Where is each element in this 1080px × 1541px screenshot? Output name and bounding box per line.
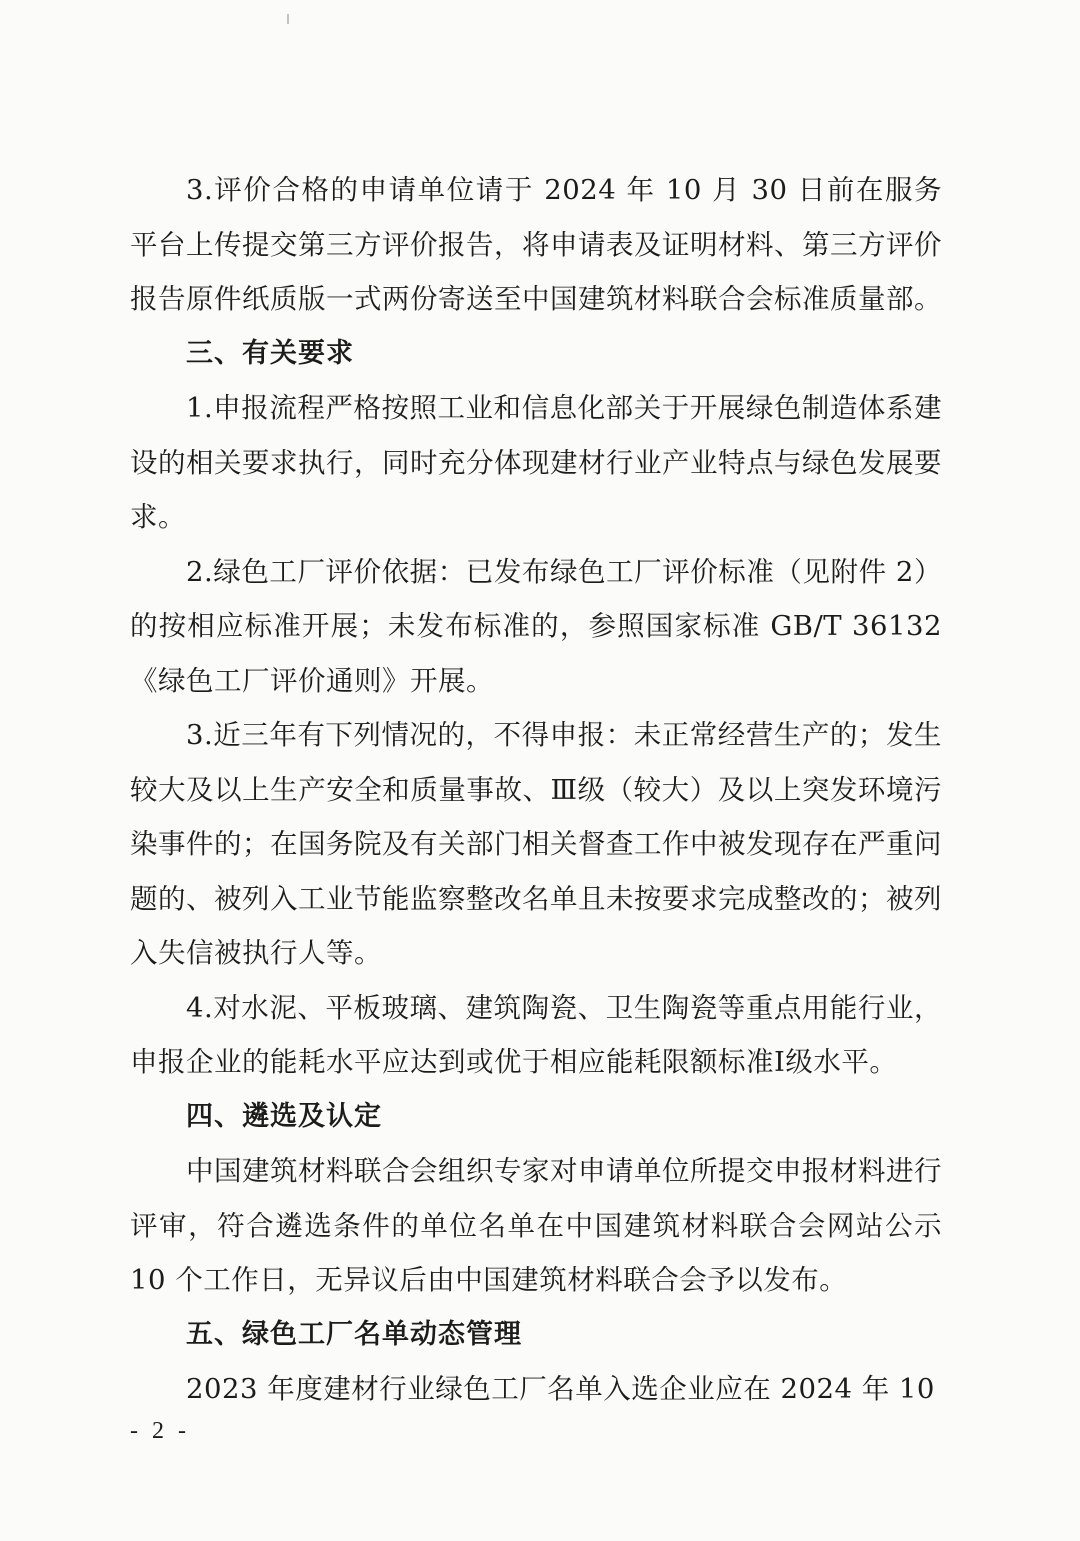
paragraph-dynamic-management: 2023 年度建材行业绿色工厂名单入选企业应在 2024 年 10	[186, 1373, 935, 1405]
section-heading-dynamic-management: 五、绿色工厂名单动态管理	[186, 1318, 522, 1350]
scan-speck	[287, 14, 289, 24]
paragraph-requirement-4: 4.对水泥、平板玻璃、建筑陶瓷、卫生陶瓷等重点用能行业，申报企业的能耗水平应达到或优于相应能耗限额标准Ⅰ级水平。	[130, 991, 942, 1078]
page-number: - 2 -	[130, 1418, 190, 1444]
section-heading-requirements: 三、有关要求	[186, 337, 354, 369]
document-body	[130, 163, 942, 1417]
paragraph-selection: 中国建筑材料联合会组织专家对申请单位所提交申报材料进行评审，符合遴选条件的单位名单在中国建筑材料联合会网站公示 10 个工作日，无异议后由中国建筑材料联合会予以发布。	[130, 1155, 942, 1296]
paragraph-requirement-1: 1.申报流程严格按照工业和信息化部关于开展绿色制造体系建设的相关要求执行，同时充分体现建材行业产业特点与绿色发展要求。	[130, 392, 942, 533]
paragraph-requirement-2: 2.绿色工厂评价依据：已发布绿色工厂评价标准（见附件 2）的按相应标准开展；未发布标准的，参照国家标准 GB/T 36132《绿色工厂评价通则》开展。	[130, 555, 942, 697]
paragraph-submission-deadline: 3.评价合格的申请单位请于 2024 年 10 月 30 日前在服务平台上传提交第三方评价报告，将申请表及证明材料、第三方评价报告原件纸质版一式两份寄送至中国建筑材料联合会标准质量部。	[130, 174, 942, 315]
section-heading-selection: 四、遴选及认定	[186, 1100, 382, 1132]
paragraph-requirement-3: 3.近三年有下列情况的，不得申报：未正常经营生产的；发生较大及以上生产安全和质量事故、Ⅲ级（较大）及以上突发环境污染事件的；在国务院及有关部门相关督查工作中被发现存在严重问题的、被列入工业节能监察整改名单且未按要求完成整改的；被列入失信被执行人等。	[130, 719, 942, 969]
